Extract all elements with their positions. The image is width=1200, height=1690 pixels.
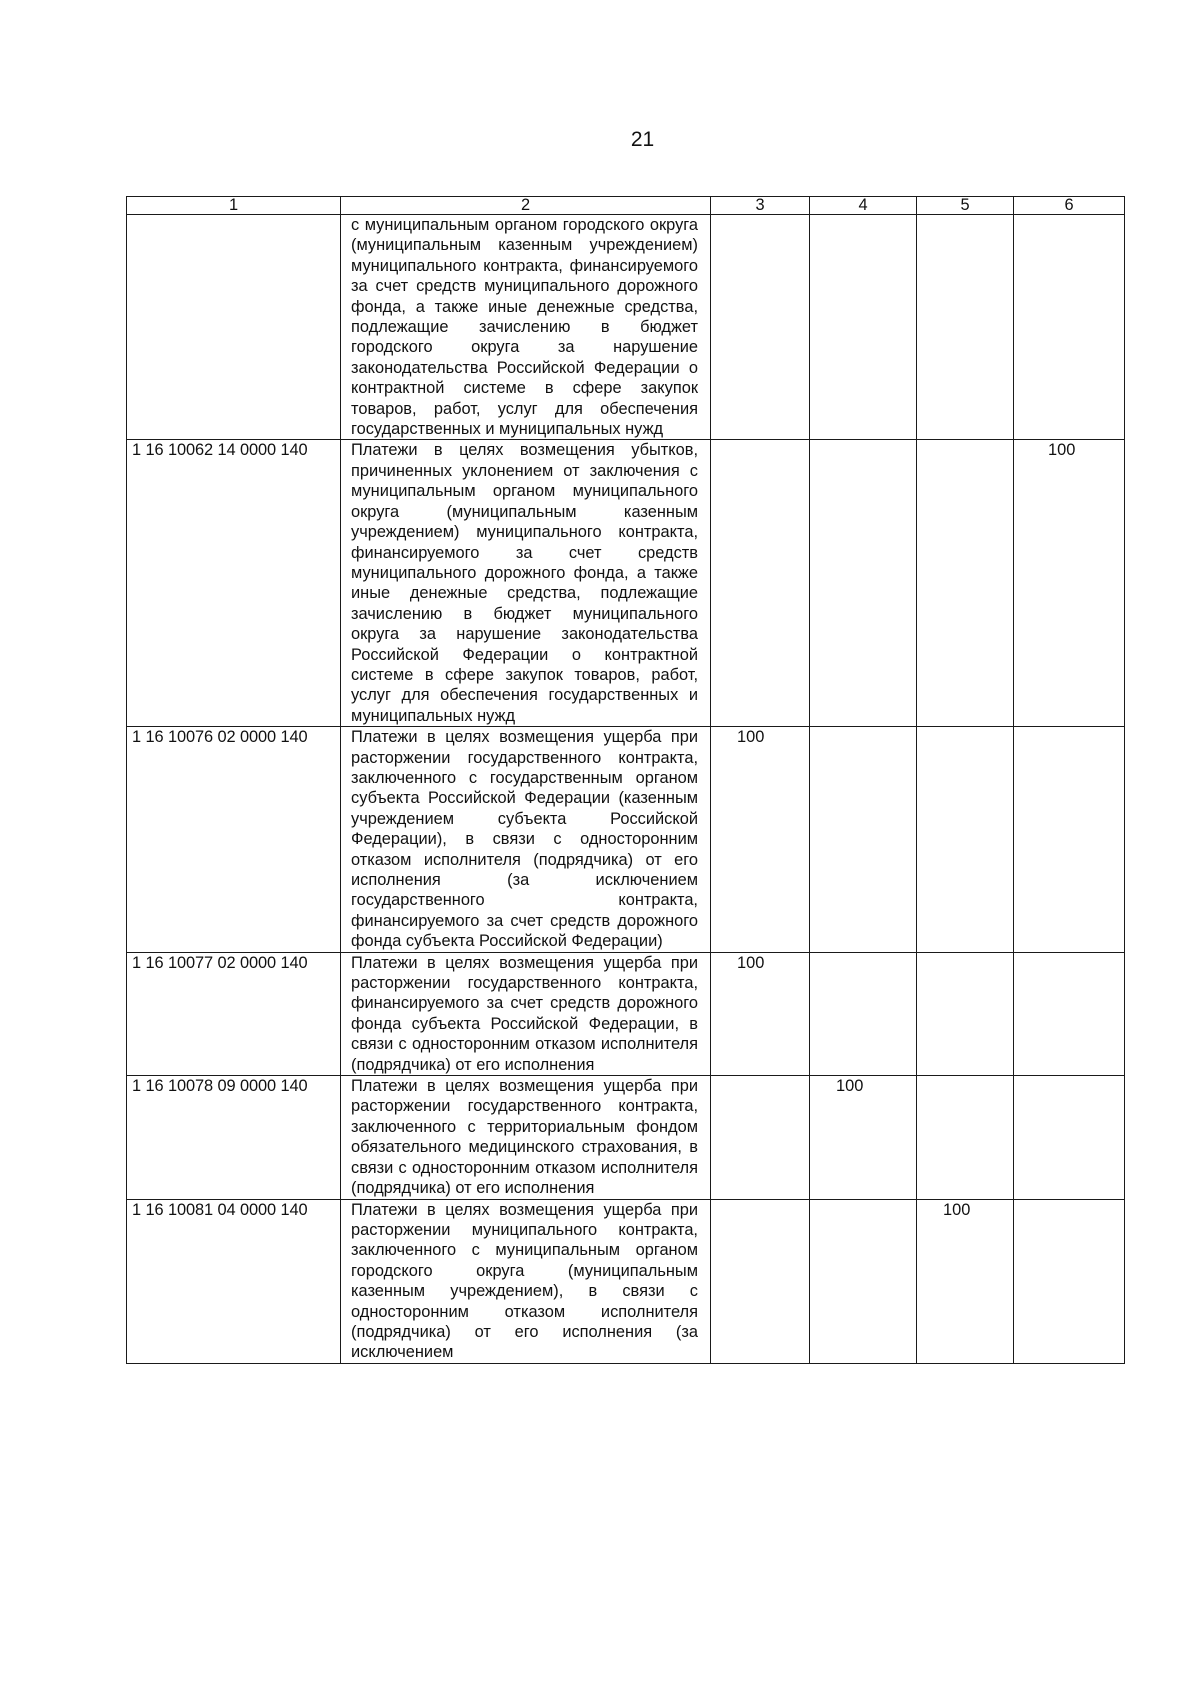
column-header-2: 2	[341, 197, 711, 215]
share-column-5	[917, 727, 1014, 952]
share-column-4	[810, 727, 917, 952]
page-number: 21	[630, 128, 655, 151]
share-column-3	[711, 1076, 810, 1199]
column-header-5: 5	[917, 197, 1014, 215]
budget-classification-code: 1 16 10081 04 0000 140	[127, 1199, 341, 1363]
share-column-3: 100	[711, 952, 810, 1075]
revenue-description: Платежи в целях возмещения ущерба при расторжении государственного контракта, заключенного с государственным органом субъекта Российской Федерации (казенным учреждением субъекта Российской Федерации), в связи с односторонним отказом исполнителя (подрядчика) от его исполнения (за исключением государственного контракта, финансируемого за счет средств дорожного фонда субъекта Российской Федерации)	[341, 727, 711, 952]
column-header-3: 3	[711, 197, 810, 215]
revenue-description: Платежи в целях возмещения ущерба при расторжении государственного контракта, финансируемого за счет средств дорожного фонда субъекта Российской Федерации, в связи с односторонним отказом исполнителя (подрядчика) от его исполнения	[341, 952, 711, 1075]
table-row	[127, 1199, 1125, 1363]
share-column-6	[1014, 952, 1125, 1075]
revenue-description: Платежи в целях возмещения ущерба при расторжении государственного контракта, заключенного с территориальным фондом обязательного медицинского страхования, в связи с односторонним отказом исполнителя (подрядчика) от его исполнения	[341, 1076, 711, 1199]
share-column-3: 100	[711, 727, 810, 952]
budget-classification-code: 1 16 10076 02 0000 140	[127, 727, 341, 952]
table-row	[127, 952, 1125, 1075]
revenue-description: Платежи в целях возмещения убытков, причиненных уклонением от заключения с муниципальным органом муниципального округа (муниципальным казенным учреждением) муниципального контракта, финансируемого за счет средств муниципального дорожного фонда, а также иные денежные средства, подлежащие зачислению в бюджет муниципального округа за нарушение законодательства Российской Федерации о контрактной системе в сфере закупок товаров, работ, услуг для обеспечения государственных и муниципальных нужд	[341, 440, 711, 727]
share-column-4: 100	[810, 1076, 917, 1199]
table-row	[127, 215, 1125, 440]
share-column-6: 100	[1014, 440, 1125, 727]
share-column-5	[917, 215, 1014, 440]
budget-classification-code: 1 16 10062 14 0000 140	[127, 440, 341, 727]
revenue-distribution-table	[126, 196, 1125, 1364]
column-header-6: 6	[1014, 197, 1125, 215]
share-column-5	[917, 440, 1014, 727]
share-column-6	[1014, 1076, 1125, 1199]
share-column-3	[711, 440, 810, 727]
share-column-6	[1014, 1199, 1125, 1363]
budget-classification-code	[127, 215, 341, 440]
share-column-4	[810, 1199, 917, 1363]
revenue-description: Платежи в целях возмещения ущерба при расторжении муниципального контракта, заключенного с муниципальным органом городского округа (муниципальным казенным учреждением), в связи с односторонним отказом исполнителя (подрядчика) от его исполнения (за исключением	[341, 1199, 711, 1363]
revenue-description: с муниципальным органом городского округа (муниципальным казенным учреждением) муниципального контракта, финансируемого за счет средств муниципального дорожного фонда, а также иные денежные средства, подлежащие зачислению в бюджет городского округа за нарушение законодательства Российской Федерации о контрактной системе в сфере закупок товаров, работ, услуг для обеспечения государственных и муниципальных нужд	[341, 215, 711, 440]
share-column-5: 100	[917, 1199, 1014, 1363]
share-column-3	[711, 1199, 810, 1363]
table-row	[127, 727, 1125, 952]
column-header-4: 4	[810, 197, 917, 215]
share-column-6	[1014, 215, 1125, 440]
share-column-6	[1014, 727, 1125, 952]
table-row	[127, 440, 1125, 727]
column-header-1: 1	[127, 197, 341, 215]
budget-classification-code: 1 16 10078 09 0000 140	[127, 1076, 341, 1199]
column-number-header-row	[127, 197, 1125, 215]
share-column-5	[917, 1076, 1014, 1199]
share-column-4	[810, 440, 917, 727]
share-column-5	[917, 952, 1014, 1075]
share-column-4	[810, 215, 917, 440]
table-row	[127, 1076, 1125, 1199]
share-column-3	[711, 215, 810, 440]
share-column-4	[810, 952, 917, 1075]
budget-classification-code: 1 16 10077 02 0000 140	[127, 952, 341, 1075]
